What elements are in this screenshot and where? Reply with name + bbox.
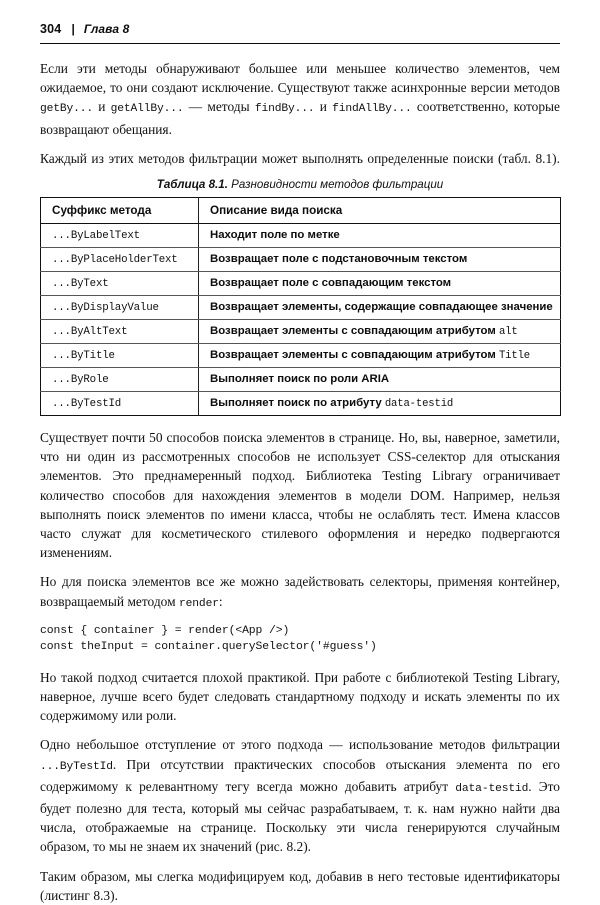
table-caption-text: Разновидности методов фильтрации	[227, 178, 444, 192]
inline-code-getallby: getAllBy...	[110, 103, 184, 116]
code-line-1: const { container } = render(<App />)	[40, 624, 290, 637]
paragraph-text-segment: . При отсутствии практических способов отыскания элемента по его содержимому к релевантному тегу всегда можно добавить атрибут	[40, 756, 560, 794]
page-number: 304	[40, 22, 62, 36]
running-head-separator: |	[71, 22, 75, 36]
filter-methods-table	[40, 197, 561, 416]
cell-method-suffix: ...ByRole	[41, 368, 199, 392]
paragraph-text-segment: соответственно, которые возвращают обещания.	[40, 99, 560, 137]
paragraph-text-segment: — методы	[183, 99, 255, 115]
cell-description-text: Возвращает элементы с совпадающим атрибутом	[210, 349, 499, 362]
cell-description	[199, 320, 561, 344]
cell-description-code: Title	[498, 350, 531, 363]
paragraph-text-segment: Если эти методы обнаруживают большее или меньшее количество элементов, чем ожидаемое, то они создают исключение. Существуют также асинхронные версии методов	[40, 61, 560, 96]
cell-description	[199, 392, 561, 416]
paragraph-text-segment: и	[314, 99, 333, 115]
inline-code-data-testid: data-testid	[455, 782, 529, 795]
table-row	[41, 392, 561, 416]
table-row	[41, 296, 561, 320]
cell-description-code: alt	[498, 326, 518, 339]
paragraph-testid-usage	[40, 735, 560, 856]
running-head-rule	[40, 43, 560, 44]
paragraph-async-methods	[40, 59, 560, 139]
cell-description-text: Выполняет поиск по роли ARIA	[210, 373, 390, 386]
running-head	[40, 0, 560, 39]
table-row	[41, 320, 561, 344]
cell-description-text: Возвращает элементы, содержащие совпадающее значение	[210, 301, 553, 314]
inline-code-bytestid: ...ByTestId	[40, 760, 113, 773]
cell-description	[199, 272, 561, 296]
paragraph-text-segment: Одно небольшое отступление от этого подхода — использование методов фильтрации	[40, 737, 560, 753]
cell-method-suffix: ...ByLabelText	[41, 224, 199, 248]
code-line-2: const theInput = container.querySelector('#guess')	[40, 641, 377, 654]
body-content	[40, 59, 560, 905]
cell-method-suffix: ...ByDisplayValue	[41, 296, 199, 320]
paragraph-text-segment: и	[93, 99, 111, 115]
column-header-suffix: Суффикс метода	[41, 198, 199, 224]
paragraph-container-render	[40, 572, 560, 613]
cell-description	[199, 296, 561, 320]
table-row	[41, 368, 561, 392]
column-header-description: Описание вида поиска	[199, 198, 561, 224]
cell-method-suffix: ...ByTestId	[41, 392, 199, 416]
cell-description-text: Выполняет поиск по атрибуту	[210, 397, 385, 410]
code-listing	[40, 623, 560, 656]
chapter-title: Глава 8	[83, 22, 130, 36]
cell-description	[199, 368, 561, 392]
cell-description	[199, 248, 561, 272]
table-row	[41, 272, 561, 296]
cell-description	[199, 344, 561, 368]
cell-method-suffix: ...ByAltText	[41, 320, 199, 344]
paragraph-filter-methods: Каждый из этих методов фильтрации может выполнять определенные поиски (табл. 8.1).	[40, 150, 560, 166]
cell-description-text: Находит поле по метке	[210, 229, 340, 242]
cell-description-text: Возвращает поле с подстановочным текстом	[210, 253, 468, 266]
paragraph-css-selectors: Существует почти 50 способов поиска элементов в странице. Но, вы, наверное, заметили, что ни один из рассмотренных способов не использует CSS-селектор для отыскания элементов. Это преднамеренный подход. Библиотека Testing Library ограничивает количество способов для нахождения элементов в модели DOM. Например, нельзя выполнять поиск элементов по имени класса, чтобы не ослаблять тест. Имена классов часто служат для косметического стилевого оформления и нередко подвергаются изменениям.	[40, 430, 560, 561]
cell-method-suffix: ...ByTitle	[41, 344, 199, 368]
inline-code-findby: findBy...	[254, 103, 315, 116]
table-row	[41, 248, 561, 272]
table-row	[41, 344, 561, 368]
paragraph-text-segment: :	[218, 593, 223, 609]
cell-method-suffix: ...ByPlaceHolderText	[41, 248, 199, 272]
paragraph-modify-code: Таким образом, мы слегка модифицируем код, добавив в него тестовые идентификаторы (листинг 8.3).	[40, 868, 560, 903]
inline-code-getby: getBy...	[40, 103, 94, 116]
cell-description-text: Возвращает поле с совпадающим текстом	[210, 277, 452, 290]
paragraph-text-segment: Но для поиска элементов все же можно задействовать селекторы, применяя контейнер, возвращаемый методом	[40, 574, 560, 609]
table-row	[41, 224, 561, 248]
table-body	[41, 224, 561, 416]
inline-code-render: render	[179, 597, 219, 610]
paragraph-bad-practice: Но такой подход считается плохой практикой. При работе с библиотекой Testing Library, наверное, лучше всего будет следовать стандартному подходу и искать элементы по их содержимому или роли.	[40, 669, 560, 724]
paragraph-text-segment: . Это будет полезно для теста, который мы сейчас разрабатываем, т. к. нам нужно найти два числа, отображаемые на странице. Поскольку эти числа генерируются случайным образом, то мы не знаем их значений (рис. 8.2).	[40, 778, 560, 855]
cell-description-text: Возвращает элементы с совпадающим атрибутом	[210, 325, 499, 338]
inline-code-findallby: findAllBy...	[332, 103, 412, 116]
table-header-row	[41, 198, 561, 224]
cell-description	[199, 224, 561, 248]
table-caption-label: Таблица 8.1.	[156, 178, 228, 192]
cell-description-code: data-testid	[384, 398, 454, 411]
table-caption	[40, 178, 560, 191]
cell-method-suffix: ...ByText	[41, 272, 199, 296]
